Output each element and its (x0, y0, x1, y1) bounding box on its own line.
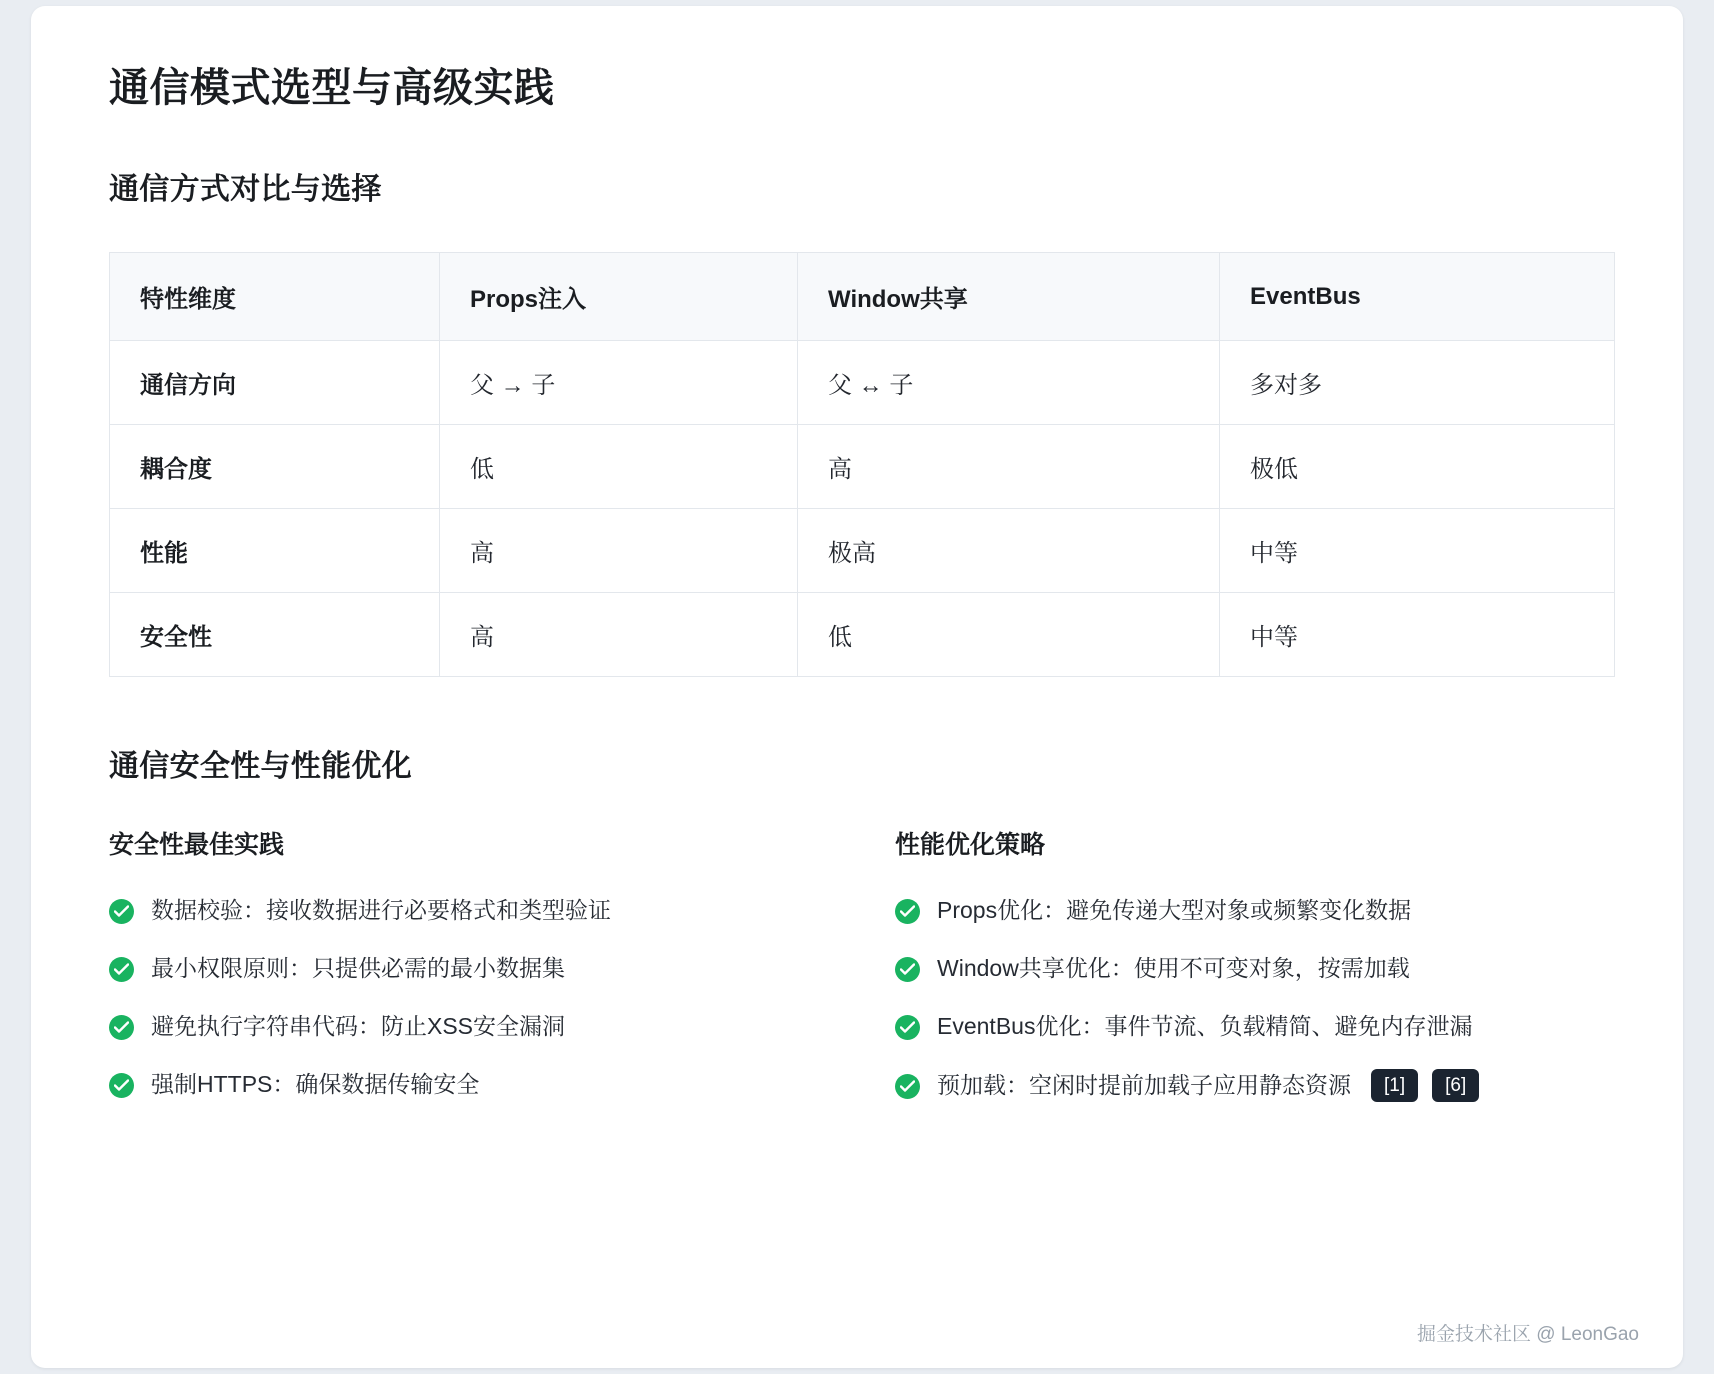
table-cell: 极高 (798, 509, 1220, 593)
list-item (895, 1069, 1617, 1102)
section-heading-comparison: 通信方式对比与选择 (109, 173, 382, 206)
list-item-label: EventBus优化：事件节流、负载精简、避免内存泄漏 (937, 1013, 1473, 1040)
table-row (110, 593, 1615, 677)
table-row (110, 425, 1615, 509)
check-icon (109, 957, 134, 982)
performance-list (895, 895, 1617, 1102)
document-body (31, 6, 1683, 1129)
table-cell: 性能 (110, 509, 440, 593)
table-header-cell: 特性维度 (110, 253, 440, 341)
list-item (109, 1011, 863, 1042)
security-heading: 安全性最佳实践 (109, 831, 285, 859)
comparison-table (109, 252, 1615, 677)
table-header-cell: Window共享 (798, 253, 1220, 341)
table-header-row (110, 253, 1615, 341)
section-heading-security-performance: 通信安全性与性能优化 (109, 750, 412, 783)
list-item-label: Window共享优化：使用不可变对象，按需加载 (937, 955, 1410, 982)
performance-heading: 性能优化策略 (895, 831, 1046, 859)
table-header-cell: EventBus (1220, 253, 1615, 341)
table-cell: 中等 (1220, 593, 1615, 677)
table-cell: 多对多 (1220, 341, 1615, 425)
table-cell: 高 (798, 425, 1220, 509)
page-title: 通信模式选型与高级实践 (109, 66, 555, 110)
check-icon (895, 1015, 920, 1040)
reference-badge-6[interactable]: [6] (1432, 1069, 1479, 1102)
list-item (109, 953, 863, 984)
reference-badge-1[interactable]: [1] (1371, 1069, 1418, 1102)
table-cell: 低 (440, 425, 798, 509)
table-cell: 安全性 (110, 593, 440, 677)
check-icon (109, 1073, 134, 1098)
list-item (895, 953, 1617, 984)
list-item (895, 1011, 1617, 1042)
list-item (895, 895, 1617, 926)
two-column-layout (109, 825, 1617, 1129)
table-cell: 极低 (1220, 425, 1615, 509)
list-item-label: 预加载：空闲时提前加载子应用静态资源 (937, 1072, 1351, 1099)
security-column (109, 825, 863, 1129)
list-item (109, 1069, 863, 1100)
table-header-cell: Props注入 (440, 253, 798, 341)
check-icon (895, 957, 920, 982)
security-list (109, 895, 863, 1100)
table-cell: 中等 (1220, 509, 1615, 593)
list-item-label: 最小权限原则：只提供必需的最小数据集 (151, 955, 565, 982)
performance-column (863, 825, 1617, 1129)
table-row (110, 509, 1615, 593)
table-cell: 父 → 子 (440, 341, 798, 425)
check-icon (109, 1015, 134, 1040)
watermark: 掘金技术社区 @ LeonGao (1416, 1324, 1639, 1345)
list-item-label: 强制HTTPS：确保数据传输安全 (151, 1071, 480, 1098)
list-item-label: 数据校验：接收数据进行必要格式和类型验证 (151, 897, 611, 923)
document-card (31, 6, 1683, 1368)
table-cell: 高 (440, 509, 798, 593)
table-cell: 高 (440, 593, 798, 677)
table-cell: 通信方向 (110, 341, 440, 425)
check-icon (895, 899, 920, 924)
reference-badges (1371, 1069, 1479, 1102)
table-row (110, 341, 1615, 425)
table-cell: 耦合度 (110, 425, 440, 509)
table-cell: 父 ↔ 子 (798, 341, 1220, 425)
check-icon (109, 899, 134, 924)
list-item-label: Props优化：避免传递大型对象或频繁变化数据 (937, 897, 1412, 923)
table-cell: 低 (798, 593, 1220, 677)
list-item (109, 895, 863, 926)
list-item-label: 避免执行字符串代码：防止XSS安全漏洞 (151, 1013, 566, 1040)
check-icon (895, 1074, 920, 1099)
